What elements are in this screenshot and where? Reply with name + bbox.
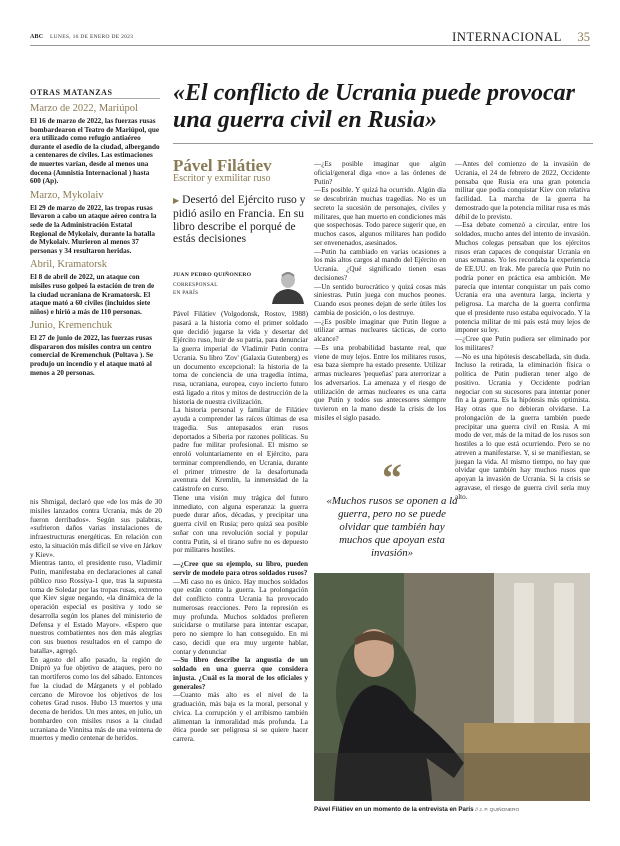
question: —Su libro describe la angustia de un soldado en una guerra que considera injusta. ¿Cuál es la moral de los oficiales y generales? — [173, 656, 308, 691]
body-column-2: Pável Filátiev (Volgodonsk, Rostov, 1988) pasará a la historia como el primer soldado que decidió jugarse la vida y desertar del Ejército ruso, huir de su patria, para denunciar la guerra imperial de Vladimir Putin contra Ucrania. Su libro 'Zov' (Galaxia Gutenberg) es un documento excepcional: la historia de la toma de conciencia de una tragedia íntima, rusa, ucraniana, europea, cuyo incierto futuro está ligado a ritos y mitos de destrucción de la historia de nuestra civilización. La historia personal y familiar de Filátiev ayuda a comprender las raíces últimas de esa tragedia. Sus antepasados eran rusos deportados a Siberia por razones políticas. Su padre fue militar profesional. El mismo se enroló voluntariamente en el Ejército, para terminar comprendiendo, en Ucrania, durante el primer trimestre de la desafortunada aventura del Kremlin, la inmensidad de la catástrofe en curso. Tiene una visión muy trágica del futuro inmediato, con alguna esperanza: la guerra puede durar años, décadas, y precipitar una guerra civil en Rusia; pero quizá sea posible soñar con una revolución social y popular contra Putin, si el tirano sufre no es depuesto por militares hostiles. — [173, 310, 308, 555]
sidebar-event — [30, 102, 160, 186]
body-column-1: nis Shmigal, declaró que «de los más de 30 misiles lanzados contra Ucrania, más de 20 fueron derribados». Según sus palabras, «sufrieron daños varias instalaciones de infraestructuras energéticas. En relación con esto, la situación más difícil se vive en Járkov y Kiev». Mientras tanto, el presidente ruso, Vladimir Putin, manifestaba en declaraciones al canal público ruso Rossiya-1 que, tras la supuesta toma de Soledar por las tropas rusas, extremo que Kiev sigue negando, «la dinámica de la operación especial es positiva y todo se desarrolla según los planes del ministerio de Defensa y el Estado Mayor». «Espero que nuestros combatientes nos den más alegrías con sus buenos resultados en el campo de batalla», agregó. En agosto del año pasado, la región de Dnipró ya fue objetivo de ataques, pero no tan mortíferos como los del sábado. Entonces fue la ciudad de Márganets y el poblado cercano de Mirovoe los objetivos de los cohetes Grad rusos. Hubo 13 muertos y una decena de heridos. Un mes antes, en julio, un bombardeo con misiles rusos a la ciudad ucraniana de Vinnitsa más de una veintena de muertos y medio centenar de heridos. — [30, 498, 162, 743]
section-name: INTERNACIONAL — [452, 30, 562, 44]
event-text: El 16 de marzo de 2022, las fuerzas rusas bombardearon el Teatro de Mariúpol, que era utilizado como refugio antiaéreo durante el asedio de la ciudad, albergando a centenares de civiles. Las estimaciones de muertes varían, desde al menos una docena (Amnistía Internacional ) hasta 600 (Ap). — [30, 117, 160, 186]
event-text: El 27 de junio de 2022, las fuerzas rusas dispararon dos misiles contra un centro comercial de Kremenchuk (Poltava ). Se produjo un incendio y el ataque mató al menos a 20 personas. — [30, 334, 154, 377]
interview-photo — [314, 573, 590, 801]
headline-rule — [173, 143, 593, 144]
headline: «El conflicto de Ucrania puede provocar una guerra civil en Rusia» — [173, 80, 575, 133]
brand: ABC — [30, 34, 44, 40]
photo-caption — [314, 806, 590, 813]
event-heading: Junio, Kremenchuk — [30, 320, 113, 332]
triangle-bullet-icon: ▶ — [173, 196, 180, 205]
issue-date: LUNES, 16 DE ENERO DE 2023 — [50, 34, 134, 40]
body-column-3: —¿Es posible imaginar que algún oficial/general diga «no» a las órdenes de Putin? —Es posible. Y quizá ha ocurrido. Algún día se descubrirán muchas tragedias. No es un secreto la sucesión de personajes, civiles y militares, que han muerto en condiciones más que sospechosas. Todo parece sugerir que, en muchos casos, algunos militares han podido ser envenenados, asesinados. —Putin ha cambiado en varias ocasiones a los más altos cargos al mando del Ejército en Ucrania. ¿Qué significado tienen esas decisiones? —Un sentido burocrático y quizá cosas más siniestras. Putin juega con muchos peones. Cuando esos peones dejan de serle útiles los cambia de posición, o los destruye. —¿Es posible imaginar que Putin llegue a utilizar armas nucleares tácticas, de corto alcance? —Es una probabilidad bastante real, que viene de muy lejos. Entre los militares rusos, esa baza siempre ha estado presente. Utilizar armas nucleares 'pequeñas' para aterrorizar a los adversarios. La amenaza y el riesgo de utilización de armas nucleares es una carta que Putin y todos sus antecesores siempre tuvieron en la mano desde la crisis de los misiles el siglo pasado. — [314, 160, 446, 422]
event-heading: Marzo de 2022, Mariúpol — [30, 103, 138, 114]
page-number: 35 — [577, 30, 590, 44]
blurb — [173, 194, 308, 246]
sidebar — [30, 88, 160, 377]
sidebar-title: OTRAS MATANZAS — [30, 88, 160, 99]
sidebar-event — [30, 319, 160, 377]
pull-quote-text: «Muchos rusos se oponen a la guerra, pero no se puede olvidar que también hay muchos que apoyan esta invasión» — [326, 495, 458, 559]
photo-credit: // J. P. QUIÑONERO — [475, 808, 520, 813]
sidebar-event — [30, 189, 160, 256]
question: —¿Cree que su ejemplo, su libro, pueden servir de modelo para otros soldados rusos? — [173, 560, 308, 577]
event-heading: Marzo, Mykolaiv — [30, 189, 104, 201]
author-portrait — [262, 268, 310, 304]
event-heading: Abril, Kramatorsk — [30, 259, 107, 271]
header-rule — [30, 45, 590, 46]
sidebar-event — [30, 258, 160, 316]
event-text: El 8 de abril de 2022, un ataque con misiles ruso golpeó la estación de tren de la ciudad ucraniana de Kramatorsk. El ataque mató a 60 civiles (incluidos siete niños) e hirió a más de 110 personas. — [30, 273, 155, 316]
caption-text: Pável Filátiev en un momento de la entrevista en París — [314, 806, 474, 813]
body-column-2-qa — [173, 560, 308, 744]
page-header — [30, 28, 590, 46]
interviewee-role: Escritor y exmilitar ruso — [173, 173, 271, 184]
pull-quote — [322, 455, 462, 560]
blurb-text: Desertó del Ejército ruso y pidió asilo en Francia. En su libro describe el porqué de estás decisiones — [173, 194, 306, 246]
interviewee-name: Pável Filátiev — [173, 156, 272, 175]
quote-mark-icon: “ — [382, 455, 402, 500]
event-text: El 29 de marzo de 2022, las tropas rusas llevaron a cabo un ataque aéreo contra la sede de la Administración Estatal Regional de Mykolaiv, durante la batalla de Mykolaiv. Murieron al menos 37 personas y 34 resultaron heridas. — [30, 203, 157, 255]
body-column-4: —Antes del comienzo de la invasión de Ucrania, el 24 de febrero de 2022, Occidente pensaba que Rusia era una gran potencia militar que podía conquistar Kiev con relativa facilidad. La marcha de la guerra ha demostrado que la potencia militar rusa es más débil de lo previsto. —Esa debate comenzó a circular, entre los soldados, mucho antes del intento de invasión. Muchos colegas pensaban que los ejércitos rusos eran capaces de conquistar Ucrania en unas semanas. Yo les recordaba la experiencia de EE.UU. en Irak. Me parecía que Putin no podría poner en práctica esa ambición. Me parecía que intentar conquistar un país como Ucrania era una aventura larga, incierta y peligrosa. La marcha de la guerra confirma que el presidente ruso estaba equivocado. Y la potencia militar de mi país está muy lejos de imponer su ley. —¿Cree que Putin pudiera ser eliminado por los militares? —No es una hipótesis descabellada, sin duda. Incluso la retirada, la eliminación física o política de Putin pudieran tener algo de positivo. Ucrania y Occidente podrían negociar con su sucesores para intentar poner fin a la guerra. Es la hipótesis más optimista. Hay otras que no debieran olvidarse. La prolongación de la guerra también puede precipitar una guerra civil en Rusia. A mi modo de ver, más de la mitad de los rusos son hostiles a lo que está ocurriendo. Pero se no atreven a manifestarse. Y, si se manifiestan, se juegan la vida. Al mismo tiempo, no hay que olvidar que también hay muchos rusos que apoyan la invasión de Ucrania. Si la crisis se agravase, el riesgo de guerra civil sería muy alto. — [455, 160, 590, 501]
answer: —Mi caso no es único. Hay muchos soldados que están contra la guerra. La prolongación del conflicto contra Ucrania ha provocado numerosas reacciones. Pero la represión es muy profunda. Muchos soldados prefieren suicidarse o mutilarse para intentar escapar, pero no siempre lo han conseguido. En mi caso, decidí que era muy urgente hablar, contar y denunciar — [173, 577, 308, 656]
author-byline: JUAN PEDRO QUIÑONERO — [173, 272, 252, 278]
answer: —Cuanto más alto es el nivel de la graduación, más baja es la moral, personal y cívica. La corrupción y el arribismo también alimentan la inmoralidad más profunda. La ética puede ser peligrosa si se quiere hacer carrera. — [173, 691, 308, 743]
author-location: CORRESPONSAL EN PARÍS — [173, 282, 218, 296]
